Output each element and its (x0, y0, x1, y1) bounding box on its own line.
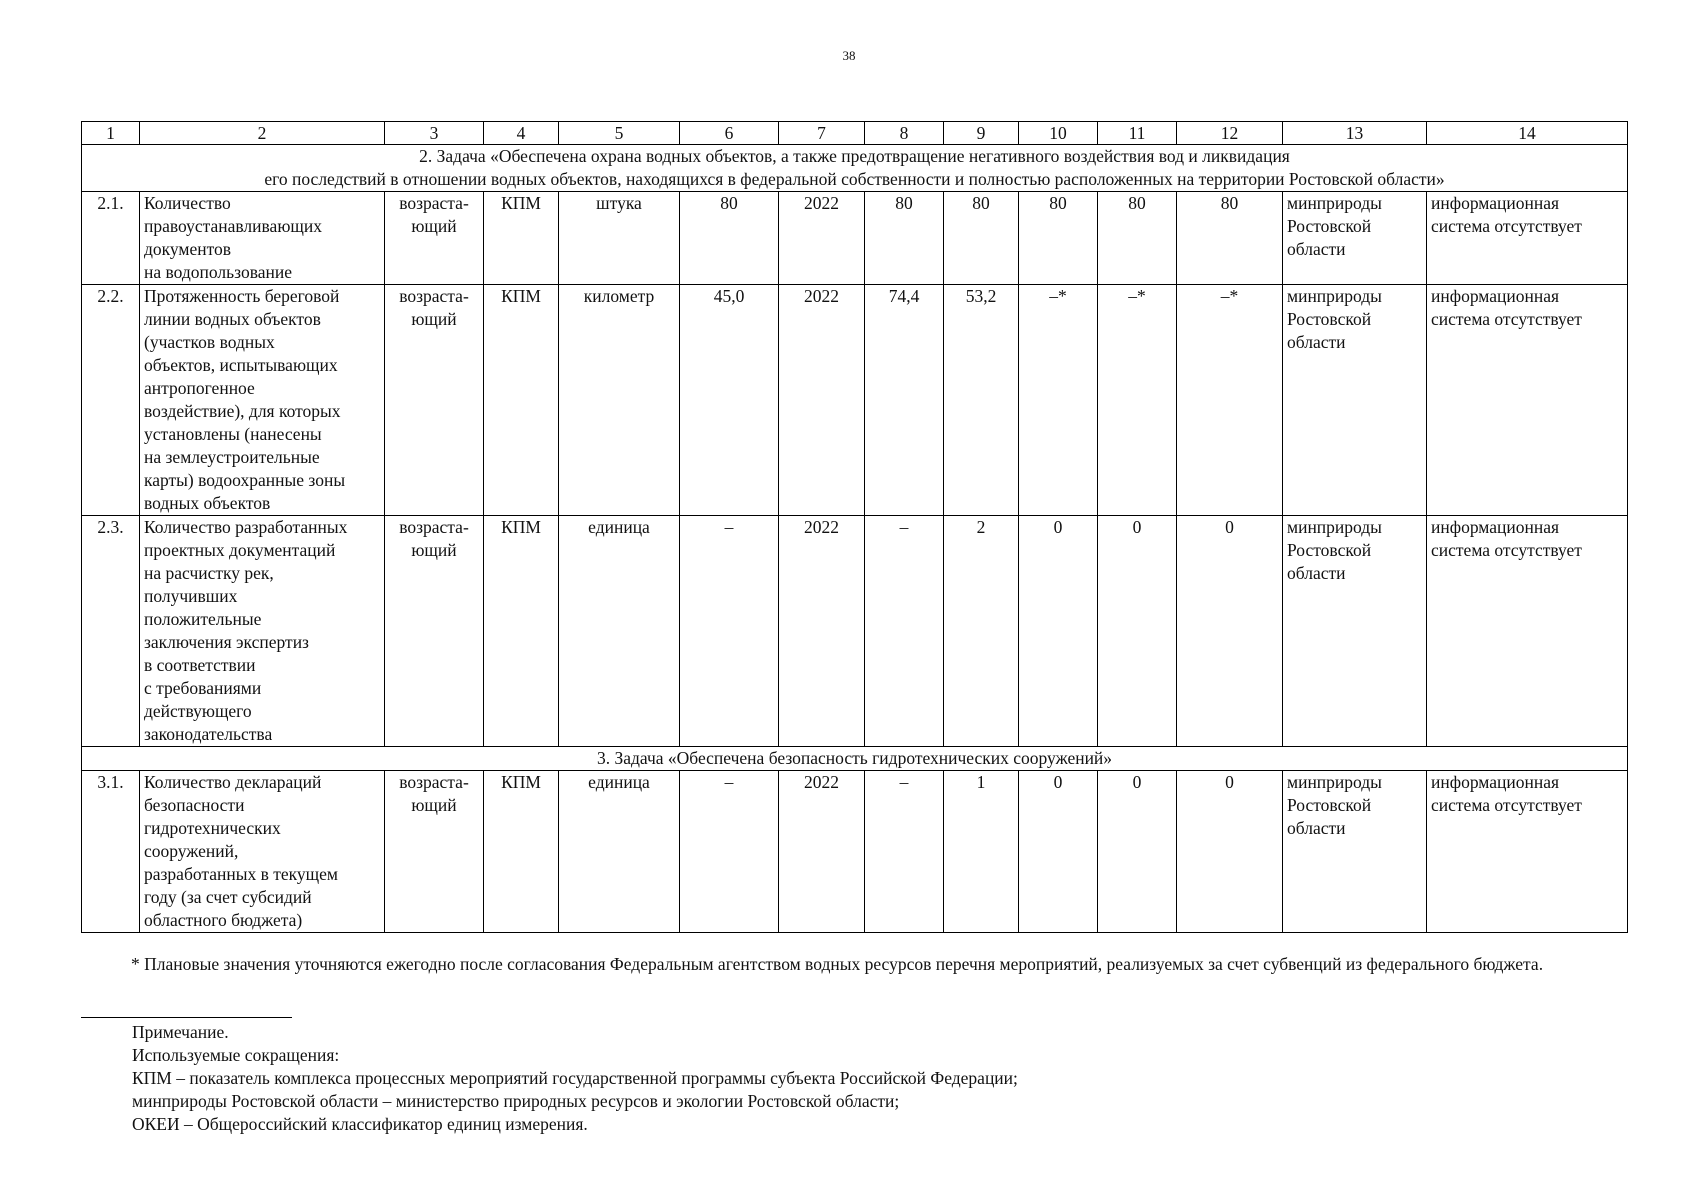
value-year-3: 80 (1019, 192, 1098, 285)
indicator-name-line: документов (144, 239, 232, 259)
footnote: * Плановые значения уточняются ежегодно после согласования Федеральным агентством водных ресурсов перечня мероприятий, реализуемых за счет субвенций из федерального бюджета. (131, 954, 1544, 974)
responsible-line: минприроды (1287, 517, 1382, 537)
indicator-name-line: воздействие), для которых (144, 401, 341, 421)
value-year-1: – (865, 771, 944, 933)
indicator-name-line: с требованиями (144, 678, 262, 698)
indicator-name-line: законодательства (144, 724, 273, 744)
info-system (1427, 771, 1628, 933)
column-number: 9 (944, 122, 1019, 145)
table-row (82, 192, 1628, 285)
responsible-line: области (1287, 239, 1346, 259)
indicator-name-line: линии водных объектов (144, 309, 321, 329)
value-year-4: 0 (1098, 516, 1177, 747)
notes (132, 1021, 1018, 1136)
indicator-name-line: положительные (144, 609, 262, 629)
indicator-name-line: разработанных в текущем (144, 864, 338, 884)
row-number: 2.2. (82, 285, 140, 516)
indicator-name (140, 516, 385, 747)
base-value: 45,0 (680, 285, 779, 516)
unit: единица (559, 516, 680, 747)
indicator-trend (385, 771, 484, 933)
responsible (1283, 516, 1427, 747)
row-number: 2.1. (82, 192, 140, 285)
indicator-name-line: водных объектов (144, 493, 271, 513)
column-number: 5 (559, 122, 680, 145)
value-year-5: –* (1177, 285, 1283, 516)
unit: единица (559, 771, 680, 933)
indicator-name-line: на землеустроительные (144, 447, 320, 467)
responsible-line: области (1287, 563, 1346, 583)
value-year-4: 0 (1098, 771, 1177, 933)
indicator-name-line: (участков водных (144, 332, 275, 352)
base-value: 80 (680, 192, 779, 285)
column-number-row (82, 122, 1628, 145)
info-system-line: система отсутствует (1431, 795, 1582, 815)
indicator-name (140, 285, 385, 516)
row-number: 3.1. (82, 771, 140, 933)
indicator-trend-line: возраста- (399, 286, 469, 306)
indicator-name-line: действующего (144, 701, 252, 721)
indicator-trend-line: ющий (411, 216, 457, 236)
note-line: КПМ – показатель комплекса процессных мероприятий государственной программы субъекта Российской Федерации; (132, 1068, 1018, 1088)
indicator-name-line: году (за счет субсидий (144, 887, 312, 907)
value-year-1: 80 (865, 192, 944, 285)
indicator-name-line: проектных документаций (144, 540, 336, 560)
task-2-header-title-line: его последствий в отношении водных объектов, находящихся в федеральной собственности и полностью расположенных на территории Ростовской области» (264, 169, 1445, 189)
indicator-trend-line: возраста- (399, 517, 469, 537)
info-system (1427, 285, 1628, 516)
column-number: 14 (1427, 122, 1628, 145)
responsible-line: Ростовской (1287, 309, 1372, 329)
indicator-type: КПМ (484, 516, 559, 747)
indicator-name-line: сооружений, (144, 841, 239, 861)
responsible-line: Ростовской (1287, 795, 1372, 815)
indicator-trend-line: возраста- (399, 193, 469, 213)
unit: штука (559, 192, 680, 285)
table-row (82, 516, 1628, 747)
indicator-name (140, 771, 385, 933)
page-number: 38 (842, 48, 856, 63)
indicator-name-line: правоустанавливающих (144, 216, 322, 236)
column-number: 4 (484, 122, 559, 145)
row-number: 2.3. (82, 516, 140, 747)
info-system-line: система отсутствует (1431, 309, 1582, 329)
indicator-name (140, 192, 385, 285)
info-system (1427, 516, 1628, 747)
unit: километр (559, 285, 680, 516)
info-system (1427, 192, 1628, 285)
indicator-name-line: гидротехнических (144, 818, 281, 838)
task-2-header (82, 145, 1628, 192)
value-year-2: 80 (944, 192, 1019, 285)
indicator-type: КПМ (484, 192, 559, 285)
column-number: 7 (779, 122, 865, 145)
footnote-divider (81, 1017, 292, 1018)
indicator-name-line: Количество разработанных (144, 517, 348, 537)
table-row (82, 285, 1628, 516)
indicator-name-line: безопасности (144, 795, 245, 815)
note-line: ОКЕИ – Общероссийский классификатор единиц измерения. (132, 1114, 588, 1134)
base-year: 2022 (779, 771, 865, 933)
task-2-header-title (82, 145, 1628, 192)
value-year-3: 0 (1019, 516, 1098, 747)
indicator-name-line: Количество (144, 193, 231, 213)
indicator-name-line: Протяженность береговой (144, 286, 340, 306)
responsible-line: области (1287, 332, 1346, 352)
indicator-trend (385, 516, 484, 747)
task-3-header (82, 747, 1628, 771)
info-system-line: система отсутствует (1431, 216, 1582, 236)
column-number: 8 (865, 122, 944, 145)
base-value: – (680, 771, 779, 933)
base-year: 2022 (779, 285, 865, 516)
responsible-line: минприроды (1287, 286, 1382, 306)
indicator-name-line: в соответствии (144, 655, 256, 675)
column-number: 3 (385, 122, 484, 145)
indicator-name-line: Количество деклараций (144, 772, 322, 792)
info-system-line: информационная (1431, 193, 1560, 213)
note-line: минприроды Ростовской области – министерство природных ресурсов и экологии Ростовской области; (132, 1091, 900, 1111)
indicator-name-line: заключения экспертиз (144, 632, 309, 652)
table-body (82, 122, 1628, 933)
value-year-5: 0 (1177, 771, 1283, 933)
info-system-line: система отсутствует (1431, 540, 1582, 560)
value-year-2: 53,2 (944, 285, 1019, 516)
indicators-table (81, 121, 1628, 933)
task-2-header-title-line: 2. Задача «Обеспечена охрана водных объектов, а также предотвращение негативного воздействия вод и ликвидация (419, 146, 1290, 166)
indicator-trend-line: ющий (411, 795, 457, 815)
indicator-name-line: на водопользование (144, 262, 293, 282)
task-3-header-title-line: 3. Задача «Обеспечена безопасность гидротехнических сооружений» (596, 748, 1113, 768)
indicator-trend-line: ющий (411, 309, 457, 329)
column-number: 10 (1019, 122, 1098, 145)
value-year-3: –* (1019, 285, 1098, 516)
base-year: 2022 (779, 516, 865, 747)
indicator-type: КПМ (484, 771, 559, 933)
indicator-trend-line: возраста- (399, 772, 469, 792)
indicator-name-line: получивших (144, 586, 238, 606)
info-system-line: информационная (1431, 517, 1560, 537)
value-year-2: 1 (944, 771, 1019, 933)
info-system-line: информационная (1431, 772, 1560, 792)
value-year-1: – (865, 516, 944, 747)
base-value: – (680, 516, 779, 747)
column-number: 12 (1177, 122, 1283, 145)
responsible (1283, 285, 1427, 516)
indicator-trend (385, 285, 484, 516)
indicator-name-line: карты) водоохранные зоны (144, 470, 346, 490)
responsible-line: минприроды (1287, 193, 1382, 213)
value-year-5: 0 (1177, 516, 1283, 747)
value-year-5: 80 (1177, 192, 1283, 285)
indicator-name-line: на расчистку рек, (144, 563, 274, 583)
base-year: 2022 (779, 192, 865, 285)
indicator-trend-line: ющий (411, 540, 457, 560)
column-number: 11 (1098, 122, 1177, 145)
task-3-header-title (82, 747, 1628, 771)
indicator-name-line: областного бюджета) (144, 910, 303, 930)
table-row (82, 771, 1628, 933)
indicator-name-line: антропогенное (144, 378, 255, 398)
value-year-3: 0 (1019, 771, 1098, 933)
column-number: 6 (680, 122, 779, 145)
responsible (1283, 192, 1427, 285)
value-year-1: 74,4 (865, 285, 944, 516)
column-number: 2 (140, 122, 385, 145)
note-line: Примечание. (132, 1022, 229, 1042)
value-year-2: 2 (944, 516, 1019, 747)
responsible (1283, 771, 1427, 933)
responsible-line: области (1287, 818, 1346, 838)
info-system-line: информационная (1431, 286, 1560, 306)
responsible-line: Ростовской (1287, 216, 1372, 236)
responsible-line: минприроды (1287, 772, 1382, 792)
indicator-type: КПМ (484, 285, 559, 516)
note-line: Используемые сокращения: (132, 1045, 340, 1065)
value-year-4: 80 (1098, 192, 1177, 285)
indicator-trend (385, 192, 484, 285)
column-number: 1 (82, 122, 140, 145)
responsible-line: Ростовской (1287, 540, 1372, 560)
column-number: 13 (1283, 122, 1427, 145)
indicator-name-line: установлены (нанесены (144, 424, 322, 444)
indicator-name-line: объектов, испытывающих (144, 355, 338, 375)
value-year-4: –* (1098, 285, 1177, 516)
